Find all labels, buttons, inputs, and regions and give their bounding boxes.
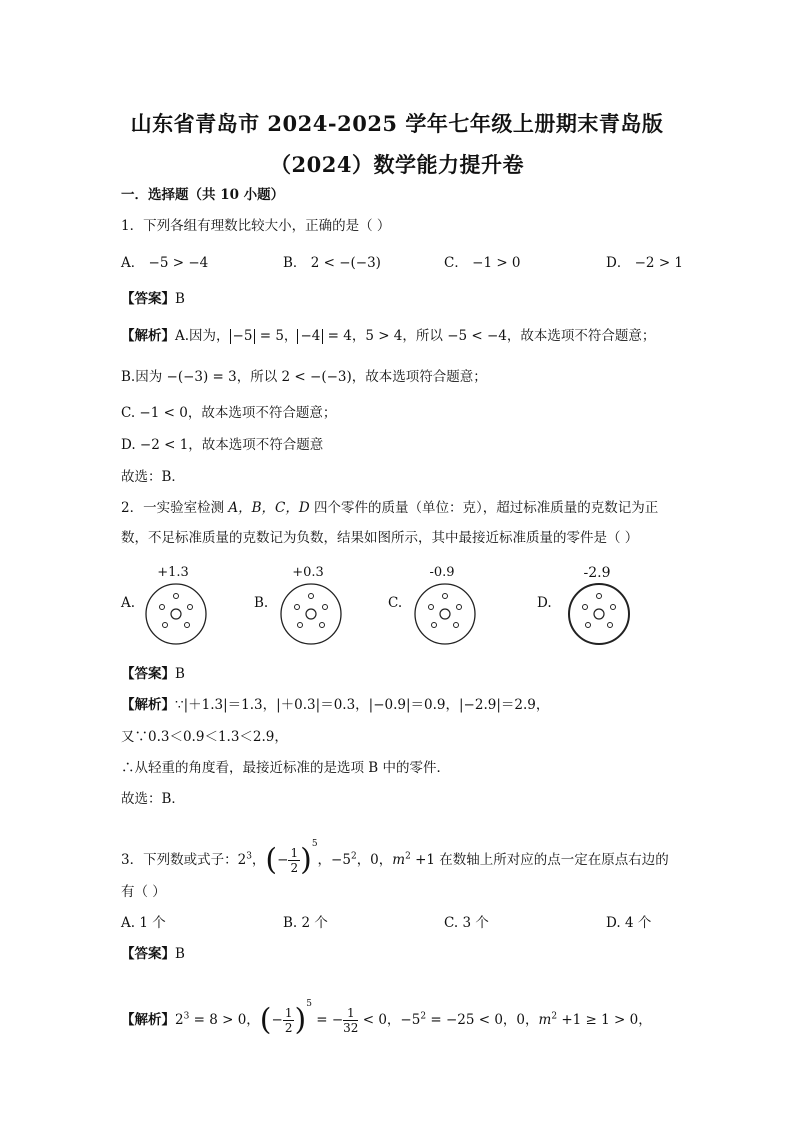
q3-analysis: 【解析】$2^3 = 8 > 0$，(− $\frac{1}{2}$ )$^5$ = − $\frac{1}{32}$ < 0，$-5^2 = -25 < 0$，0，$m^2 +1 \ge 1 > 0$，: [121, 999, 652, 1038]
document-title-line2: （2024）数学能力提升卷: [270, 152, 524, 177]
q2-part-c-value: -0.9: [429, 565, 455, 580]
q3-stem-line1: 3．下列数或式子：$2^3$，(− $\frac{1}{2}$ )$^5$，$-5^2$，0，$m^2 +1$ 在数轴上所对应的点一定在原点右边的: [121, 839, 669, 878]
q3-option-c: C. 3 个: [444, 915, 489, 931]
q1-stem: 1．下列各组有理数比较大小，正确的是（ ）: [121, 218, 391, 234]
section-heading: 一．选择题（共 10 小题）: [121, 187, 285, 203]
q3-answer: 【答案】B: [121, 946, 185, 962]
q2-part-c-letter: C.: [388, 595, 403, 611]
q3-option-b: B. 2 个: [283, 915, 328, 931]
q3-option-d: D. 4 个: [606, 915, 652, 931]
q3-option-a: A. 1 个: [121, 915, 166, 931]
q1-answer: 【答案】B: [121, 291, 185, 307]
q2-analysis-line1: 【解析】∵|＋1.3|＝1.3，|＋0.3|＝0.3，|−0.9|＝0.9，|−2.9|＝2.9，: [121, 697, 550, 713]
q1-option-d: D． −2 > 1: [606, 255, 684, 271]
q3-stem-line2: 有（ ）: [121, 884, 166, 900]
q2-stem-line1: 2．一实验室检测 A，B，C，D 四个零件的质量（单位：克），超过标准质量的克数记为正: [121, 500, 659, 516]
q2-stem-line2: 数，不足标准质量的克数记为负数，结果如图所示，其中最接近标准质量的零件是（ ）: [121, 530, 639, 546]
q2-part-a-letter: A.: [121, 595, 136, 611]
part-disc-icon: [412, 581, 478, 647]
part-disc-icon: [278, 581, 344, 647]
q1-option-b: B． 2 < −(−3): [283, 255, 381, 271]
q2-part-a-value: +1.3: [157, 565, 189, 580]
q1-analysis-c: C. −1 < 0，故本选项不符合题意；: [121, 405, 337, 421]
q2-answer: 【答案】B: [121, 666, 185, 682]
q2-conclusion: 故选：B．: [121, 791, 185, 807]
document-title-line1: 山东省青岛市 2024-2025 学年七年级上册期末青岛版: [130, 111, 664, 136]
part-disc-icon: [143, 581, 209, 647]
q1-analysis-a: 【解析】A.因为， −5 = 5， −4 = 4，5 > 4，所以 −5 < −4，故本选项不符合题意；: [121, 328, 656, 344]
q1-conclusion: 故选：B．: [121, 469, 185, 485]
q1-analysis-d: D. −2 < 1，故本选项不符合题意: [121, 437, 324, 453]
q2-part-b-value: +0.3: [292, 565, 324, 580]
q2-part-d-value: -2.9: [583, 565, 611, 581]
part-disc-icon: [566, 581, 632, 647]
q1-analysis-b: B.因为 −(−3) = 3，所以 2 < −(−3)，故本选项符合题意；: [121, 369, 487, 385]
q2-analysis-line2: 又∵0.3＜0.9＜1.3＜2.9，: [121, 729, 288, 745]
q2-part-b-letter: B.: [254, 595, 269, 611]
q2-analysis-line3: ∴从轻重的角度看，最接近标准的是选项 B 中的零件．: [121, 760, 451, 776]
q1-option-a: A． −5 > −4: [121, 255, 209, 271]
q1-option-c: C． −1 > 0: [444, 255, 521, 271]
q2-part-d-letter: D.: [537, 595, 552, 611]
